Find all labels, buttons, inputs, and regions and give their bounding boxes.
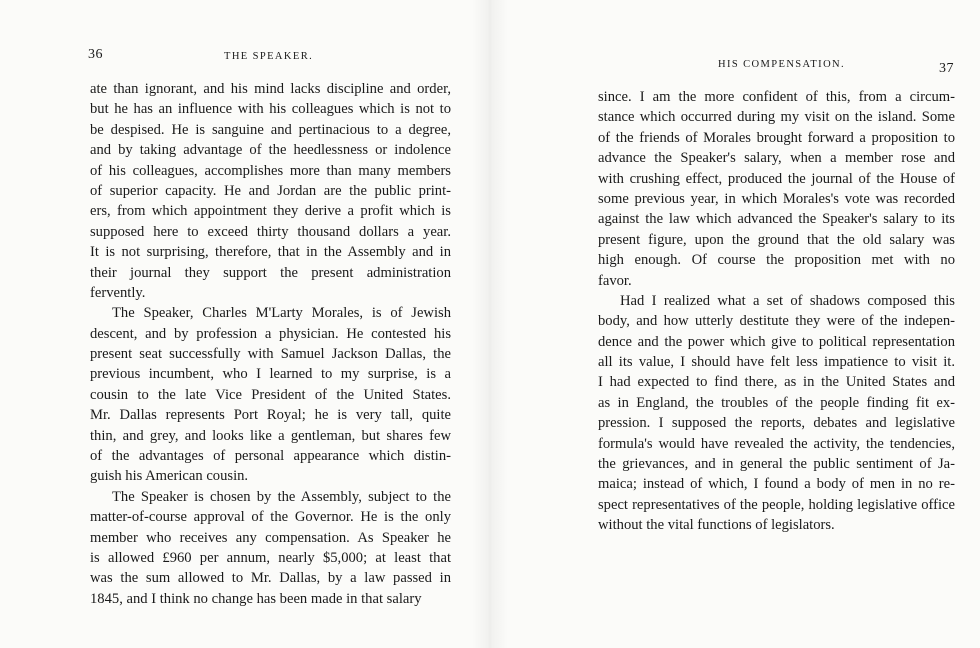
text-line: with crushing effect, produced the journal of the House of (598, 170, 955, 187)
text-line: without the vital functions of legislators. (598, 517, 835, 534)
text-line: formula's would have revealed the activity, the tendencies, (598, 435, 955, 452)
text-line: stance which occurred during my visit on the island. Some (598, 109, 955, 126)
text-line: as in England, the troubles of the people finding fit ex- (598, 394, 955, 411)
text-line: fervently. (90, 284, 146, 301)
body-text (598, 87, 955, 536)
text-line: maica; instead of which, I found a body of men in no re- (598, 476, 955, 493)
text-line: of the friends of Morales brought forward a proposition to (598, 129, 955, 146)
page-number: 37 (939, 61, 954, 76)
text-line: of his colleagues, accomplishes more than many members (90, 162, 451, 179)
text-line: dence and the power which give to political representation (598, 333, 955, 350)
text-line: Had I realized what a set of shadows composed this (620, 292, 955, 309)
text-line: thin, and grey, and looks like a gentleman, but shares few (90, 427, 451, 444)
text-line: but he has an influence with his colleagues which is not to (90, 101, 451, 118)
body-text (90, 79, 451, 609)
text-line: was the sum allowed to Mr. Dallas, by a law passed in (90, 570, 451, 587)
text-line: of the advantages of personal appearance which distin- (90, 448, 451, 465)
text-line: Mr. Dallas represents Port Royal; he is very tall, quite (90, 407, 451, 424)
text-line: present figure, upon the ground that the old salary was (598, 231, 955, 248)
text-line: body, and how utterly destitute they were of the indepen- (598, 313, 955, 330)
text-line: advance the Speaker's salary, when a member rose and (598, 150, 955, 167)
text-line: some previous year, in which Morales's vote was recorded (598, 190, 955, 207)
text-line: be despised. He is sanguine and pertinacious to a degree, (90, 121, 451, 138)
text-line: member who receives any compensation. As Speaker he (90, 529, 451, 546)
text-line: 1845, and I think no change has been made in that salary (90, 590, 422, 607)
right-page (490, 0, 980, 648)
text-line: their journal they support the present administration (90, 264, 451, 281)
text-line: against the law which advanced the Speaker's salary to its (598, 211, 955, 228)
text-line: ate than ignorant, and his mind lacks discipline and order, (90, 81, 451, 97)
text-line: The Speaker is chosen by the Assembly, subject to the (112, 488, 451, 505)
text-line: present seat successfully with Samuel Jackson Dallas, the (90, 346, 451, 363)
text-line: guish his American cousin. (90, 468, 249, 485)
running-head: THE SPEAKER. (224, 51, 314, 62)
text-line: I had expected to find there, as in the United States and (598, 374, 955, 391)
text-line: descent, and by profession a physician. He contested his (90, 325, 451, 342)
text-line: matter-of-course approval of the Governor. He is the only (90, 509, 451, 526)
text-line: The Speaker, Charles M'Larty Morales, is of Jewish (112, 305, 451, 322)
text-line: supposed here to exceed thirty thousand dollars a year. (90, 223, 451, 240)
text-line: spect representatives of the people, holding legislative office (598, 496, 955, 513)
text-line: is allowed £960 per annum, nearly $5,000; at least that (90, 549, 451, 566)
text-line: favor. (598, 272, 632, 289)
text-line: previous incumbent, who I learned to my surprise, is a (90, 366, 451, 383)
text-line: since. I am the more confident of this, from a circum- (598, 89, 955, 105)
page-number: 36 (88, 47, 103, 62)
text-line: ers, from which appointment they derive a profit which is (90, 203, 451, 220)
text-line: the grievances, and in general the public sentiment of Ja- (598, 456, 955, 473)
text-line: high enough. Of course the proposition met with no (598, 252, 955, 269)
text-line: of superior capacity. He and Jordan are the public print- (90, 182, 451, 199)
text-line: cousin to the late Vice President of the United States. (90, 386, 451, 403)
text-line: all its value, I should have felt less impatience to visit it. (598, 354, 955, 371)
running-head: HIS COMPENSATION. (718, 59, 846, 70)
text-line: It is not surprising, therefore, that in the Assembly and in (90, 244, 451, 261)
text-line: pression. I supposed the reports, debates and legislative (598, 415, 955, 432)
text-line: and by taking advantage of the heedlessness or indolence (90, 142, 451, 159)
